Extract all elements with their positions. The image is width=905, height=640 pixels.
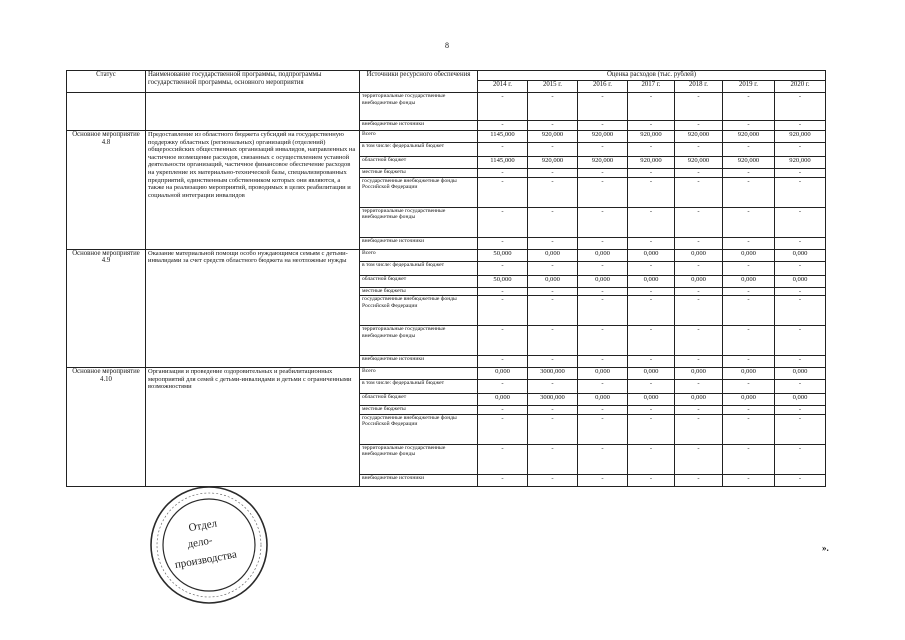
value-cell: - — [528, 237, 578, 249]
value-cell: 920,000 — [723, 157, 775, 169]
header-year: 2016 г. — [578, 81, 628, 93]
stamp-line-1: Отдел — [187, 517, 218, 535]
stamp-line-3: производства — [173, 548, 238, 572]
source-cell: государственные внебюджетные фонды Российской Федерации — [360, 296, 478, 326]
measure-name: Оказание материальной помощи особо нуждающимся семьям с детьми-инвалидами за счет средств областного бюджета на неотложные нужды — [146, 249, 360, 368]
table-row — [67, 368, 826, 380]
value-cell: - — [775, 207, 826, 237]
value-cell: - — [578, 121, 628, 131]
value-cell: - — [775, 326, 826, 356]
value-cell: - — [628, 406, 675, 415]
header-year: 2014 г. — [478, 81, 528, 93]
value-cell: 0,000 — [723, 368, 775, 380]
value-cell: - — [628, 474, 675, 486]
value-cell: 0,000 — [675, 368, 723, 380]
value-cell: - — [578, 356, 628, 368]
value-cell: - — [775, 356, 826, 368]
value-cell: - — [478, 177, 528, 207]
value-cell: - — [675, 261, 723, 275]
value-cell: - — [675, 177, 723, 207]
value-cell: - — [528, 169, 578, 178]
value-cell: - — [628, 93, 675, 121]
value-cell: - — [478, 444, 528, 474]
header-year: 2015 г. — [528, 81, 578, 93]
value-cell: - — [723, 93, 775, 121]
value-cell: 0,000 — [528, 249, 578, 261]
value-cell: 920,000 — [578, 131, 628, 143]
value-cell: - — [775, 169, 826, 178]
value-cell: - — [723, 207, 775, 237]
source-cell: в том числе: федеральный бюджет — [360, 380, 478, 394]
value-cell: - — [478, 356, 528, 368]
value-cell: - — [578, 177, 628, 207]
value-cell: - — [723, 380, 775, 394]
source-cell: в том числе: федеральный бюджет — [360, 261, 478, 275]
value-cell: - — [478, 121, 528, 131]
value-cell: - — [578, 143, 628, 157]
value-cell: - — [478, 287, 528, 296]
value-cell: 0,000 — [675, 275, 723, 287]
value-cell: - — [478, 296, 528, 326]
source-cell: Всего — [360, 249, 478, 261]
program-cell — [146, 93, 360, 131]
value-cell: - — [528, 143, 578, 157]
value-cell: - — [775, 296, 826, 326]
source-cell: внебюджетные источники — [360, 474, 478, 486]
value-cell: - — [478, 237, 528, 249]
value-cell: - — [628, 143, 675, 157]
value-cell: - — [628, 326, 675, 356]
value-cell: - — [775, 143, 826, 157]
value-cell: - — [578, 474, 628, 486]
value-cell: 3000,000 — [528, 368, 578, 380]
value-cell: 920,000 — [628, 131, 675, 143]
value-cell: - — [578, 169, 628, 178]
value-cell: 0,000 — [578, 275, 628, 287]
value-cell: 0,000 — [578, 249, 628, 261]
value-cell: - — [578, 207, 628, 237]
value-cell: - — [528, 326, 578, 356]
value-cell: - — [628, 169, 675, 178]
header-year: 2020 г. — [775, 81, 826, 93]
value-cell: - — [478, 261, 528, 275]
value-cell: 0,000 — [775, 275, 826, 287]
measure-status: Основное мероприятие 4.9 — [67, 249, 146, 368]
table-row — [67, 93, 826, 121]
value-cell: 920,000 — [723, 131, 775, 143]
source-cell: внебюджетные источники — [360, 237, 478, 249]
expenditure-table — [66, 70, 826, 487]
value-cell: - — [675, 207, 723, 237]
value-cell: - — [578, 237, 628, 249]
value-cell: 0,000 — [775, 249, 826, 261]
value-cell: 0,000 — [628, 368, 675, 380]
value-cell: - — [675, 414, 723, 444]
value-cell: 0,000 — [775, 368, 826, 380]
value-cell: 0,000 — [775, 394, 826, 406]
value-cell: - — [675, 326, 723, 356]
value-cell: - — [628, 287, 675, 296]
value-cell: 1145,000 — [478, 157, 528, 169]
value-cell: - — [775, 380, 826, 394]
value-cell: 50,000 — [478, 249, 528, 261]
source-cell: Всего — [360, 368, 478, 380]
value-cell: - — [775, 414, 826, 444]
source-cell: территориальные государственные внебюджетные фонды — [360, 207, 478, 237]
stamp-line-2: дело- — [186, 534, 214, 551]
value-cell: 1145,000 — [478, 131, 528, 143]
header-sources: Источники ресурсного обеспечения — [360, 71, 478, 93]
source-cell: местные бюджеты — [360, 406, 478, 415]
value-cell: - — [628, 380, 675, 394]
source-cell: местные бюджеты — [360, 287, 478, 296]
value-cell: - — [528, 414, 578, 444]
value-cell: - — [628, 207, 675, 237]
value-cell: - — [675, 296, 723, 326]
value-cell: - — [578, 261, 628, 275]
value-cell: - — [675, 474, 723, 486]
value-cell: - — [528, 444, 578, 474]
value-cell: - — [723, 287, 775, 296]
value-cell: - — [478, 380, 528, 394]
value-cell: 920,000 — [528, 131, 578, 143]
value-cell: 0,000 — [675, 249, 723, 261]
value-cell: 0,000 — [723, 249, 775, 261]
value-cell: - — [528, 93, 578, 121]
page-number: 8 — [445, 41, 449, 50]
value-cell: - — [528, 380, 578, 394]
value-cell: 920,000 — [528, 157, 578, 169]
source-cell: в том числе: федеральный бюджет — [360, 143, 478, 157]
value-cell: 920,000 — [775, 157, 826, 169]
value-cell: - — [528, 177, 578, 207]
source-cell: территориальные государственные внебюджетные фонды — [360, 93, 478, 121]
value-cell: 920,000 — [675, 131, 723, 143]
table-row — [67, 131, 826, 143]
value-cell: - — [528, 474, 578, 486]
value-cell: - — [723, 121, 775, 131]
value-cell: - — [723, 414, 775, 444]
value-cell: 0,000 — [478, 368, 528, 380]
value-cell: 0,000 — [628, 249, 675, 261]
value-cell: - — [723, 406, 775, 415]
value-cell: 920,000 — [578, 157, 628, 169]
value-cell: - — [478, 406, 528, 415]
source-cell: государственные внебюджетные фонды Российской Федерации — [360, 177, 478, 207]
value-cell: 920,000 — [675, 157, 723, 169]
source-cell: областной бюджет — [360, 275, 478, 287]
value-cell: 920,000 — [628, 157, 675, 169]
value-cell: - — [723, 356, 775, 368]
value-cell: - — [578, 380, 628, 394]
value-cell: - — [675, 444, 723, 474]
value-cell: - — [478, 143, 528, 157]
value-cell: 920,000 — [775, 131, 826, 143]
source-cell: внебюджетные источники — [360, 121, 478, 131]
value-cell: - — [723, 143, 775, 157]
value-cell: - — [578, 406, 628, 415]
value-cell: - — [723, 474, 775, 486]
value-cell: - — [723, 237, 775, 249]
header-status: Статус — [67, 71, 146, 93]
value-cell: 0,000 — [528, 275, 578, 287]
source-cell: областной бюджет — [360, 157, 478, 169]
value-cell: - — [628, 177, 675, 207]
header-estimate: Оценка расходов (тыс. рублей) — [478, 71, 826, 81]
value-cell: - — [528, 296, 578, 326]
value-cell: - — [675, 121, 723, 131]
value-cell: - — [478, 93, 528, 121]
value-cell: 0,000 — [578, 394, 628, 406]
value-cell: 0,000 — [723, 275, 775, 287]
value-cell: - — [578, 93, 628, 121]
source-cell: государственные внебюджетные фонды Российской Федерации — [360, 414, 478, 444]
value-cell: - — [675, 93, 723, 121]
value-cell: 0,000 — [478, 394, 528, 406]
value-cell: - — [628, 237, 675, 249]
value-cell: - — [528, 406, 578, 415]
value-cell: 0,000 — [578, 368, 628, 380]
value-cell: - — [723, 326, 775, 356]
value-cell: - — [675, 356, 723, 368]
value-cell: - — [478, 414, 528, 444]
value-cell: - — [628, 121, 675, 131]
measure-status: Основное мероприятие 4.10 — [67, 368, 146, 487]
header-year: 2019 г. — [723, 81, 775, 93]
header-year: 2017 г. — [628, 81, 675, 93]
source-cell: территориальные государственные внебюджетные фонды — [360, 444, 478, 474]
source-cell: внебюджетные источники — [360, 356, 478, 368]
value-cell: - — [578, 444, 628, 474]
value-cell: - — [775, 474, 826, 486]
value-cell: - — [528, 121, 578, 131]
measure-name: Организация и проведение оздоровительных и реабилитационных мероприятий для семей с детьми-инвалидами и детьми с ограниченными возможностями — [146, 368, 360, 487]
value-cell: 0,000 — [628, 394, 675, 406]
value-cell: - — [723, 444, 775, 474]
closing-quote-mark: ». — [822, 543, 829, 553]
value-cell: 3000,000 — [528, 394, 578, 406]
value-cell: - — [675, 287, 723, 296]
value-cell: - — [478, 326, 528, 356]
value-cell: - — [528, 287, 578, 296]
value-cell: - — [528, 356, 578, 368]
value-cell: - — [628, 261, 675, 275]
measure-status: Основное мероприятие 4.8 — [67, 131, 146, 250]
value-cell: - — [675, 143, 723, 157]
value-cell: - — [528, 207, 578, 237]
source-cell: областной бюджет — [360, 394, 478, 406]
header-program: Наименование государственной программы, подпрограммы государственной программы, основного мероприятия — [146, 71, 360, 93]
value-cell: - — [528, 261, 578, 275]
value-cell: - — [675, 169, 723, 178]
value-cell: - — [628, 444, 675, 474]
value-cell: - — [775, 237, 826, 249]
value-cell: - — [578, 287, 628, 296]
value-cell: - — [478, 169, 528, 178]
source-cell: территориальные государственные внебюджетные фонды — [360, 326, 478, 356]
value-cell: - — [775, 261, 826, 275]
value-cell: 50,000 — [478, 275, 528, 287]
value-cell: - — [775, 444, 826, 474]
source-cell: местные бюджеты — [360, 169, 478, 178]
value-cell: - — [723, 177, 775, 207]
value-cell: - — [478, 207, 528, 237]
value-cell: - — [723, 261, 775, 275]
value-cell: - — [628, 356, 675, 368]
value-cell: - — [775, 287, 826, 296]
table-row — [67, 249, 826, 261]
value-cell: - — [478, 474, 528, 486]
value-cell: - — [578, 326, 628, 356]
value-cell: - — [578, 296, 628, 326]
value-cell: - — [675, 237, 723, 249]
source-cell: Всего — [360, 131, 478, 143]
value-cell: - — [723, 169, 775, 178]
value-cell: - — [775, 177, 826, 207]
value-cell: - — [628, 414, 675, 444]
value-cell: - — [628, 296, 675, 326]
value-cell: - — [723, 296, 775, 326]
value-cell: - — [775, 406, 826, 415]
value-cell: 0,000 — [628, 275, 675, 287]
value-cell: - — [775, 121, 826, 131]
header-year: 2018 г. — [675, 81, 723, 93]
value-cell: - — [675, 380, 723, 394]
value-cell: - — [675, 406, 723, 415]
measure-name: Предоставление из областного бюджета субсидий на государственную поддержку областных (региональных) организаций (отделений) общероссийских общественных организаций инвалидов, направленных на частичное возмещение расходов, связанных с осуществлением уставной деятельности организаций, частичное финансовое обеспечение расходов на укрепление их материально-технической базы, специализированных предприятий, единственным собственником которых они являются, а также на реализацию мероприятий, проводимых в целях реабилитации и социальной интеграции инвалидов — [146, 131, 360, 250]
office-stamp — [148, 484, 270, 606]
value-cell: 0,000 — [723, 394, 775, 406]
status-cell — [67, 93, 146, 131]
value-cell: - — [775, 93, 826, 121]
value-cell: - — [578, 414, 628, 444]
value-cell: 0,000 — [675, 394, 723, 406]
